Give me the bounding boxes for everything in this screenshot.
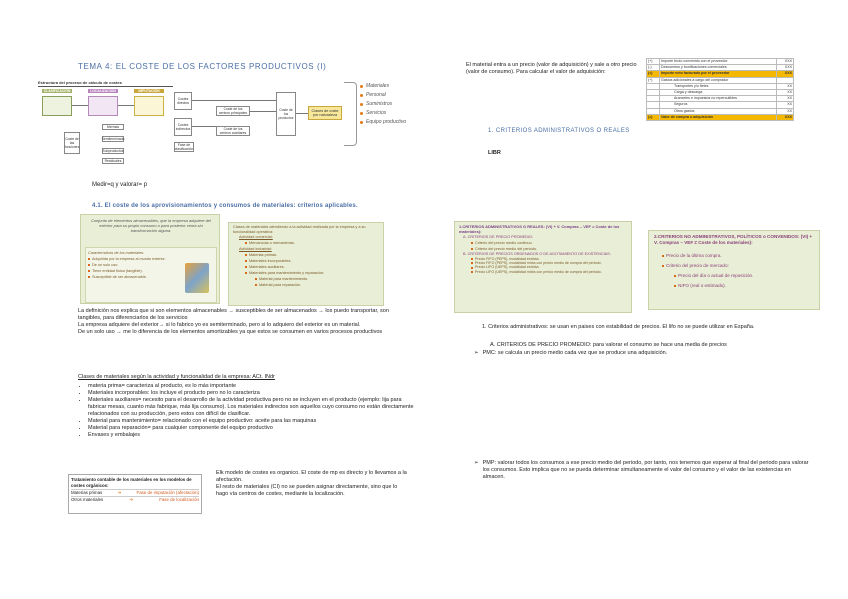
cost-table-cell-label: Aranceles e impuestos no repercutibles — [660, 96, 777, 102]
page-title: TEMA 4: EL COSTE DE LOS FACTORES PRODUCTIVOS (I) — [78, 62, 327, 71]
commercial-label: Actividad comercial: — [239, 235, 273, 240]
classes-heading: Clases de materiales según la actividad y funcionalidad de la empresa: ACt. INdr — [78, 374, 275, 380]
cost-table-cell-label: Seguros — [660, 102, 777, 108]
cost-table-cell-label: Descuentos y bonificaciones comerciales — [660, 65, 777, 71]
definition-paragraph: La empresa adquiere del exterior→ si lo fabrico yo es semiterminado, pero si lo adquiero del exterior es un material. — [78, 322, 361, 328]
characteristics-title: Características de los materiales: — [88, 251, 145, 255]
block-fase-clasificacion: Fase de clasificación — [174, 143, 194, 151]
arrow — [296, 113, 308, 114]
classes-item: • Envases y embalajes — [88, 432, 418, 439]
col-header-clasificacion: CLASIFICACIÓN — [43, 89, 71, 93]
characteristic-item: Susceptible de ser almacenable. — [88, 274, 214, 280]
side-item: Suministros — [360, 100, 406, 109]
definition-notes — [78, 308, 408, 336]
cost-table-cell-label: Importe neto facturado por el proveedor — [660, 71, 777, 77]
bullet-icon — [662, 255, 664, 257]
criterio-b-item: Precio FIFO (PEPS), modalidad mixta con precio medio de compra del periodo. — [459, 261, 627, 265]
side-item: Servicios — [360, 109, 406, 118]
bullet-icon — [471, 242, 473, 244]
block-clases-coste: Clases de coste por naturaleza — [308, 106, 342, 120]
block-costes-directos: Costes directos — [174, 92, 192, 110]
cost-process-diagram — [38, 80, 418, 170]
brace — [344, 82, 357, 146]
bullet-icon — [471, 258, 473, 260]
bullet-icon — [674, 285, 676, 287]
materials-classes-panel — [228, 222, 384, 306]
cost-table-cell-label: Carga y descarga — [660, 89, 777, 95]
industrial-item: Materias primas. — [233, 252, 379, 258]
classes-item: • Material para reparación= para cualquier componente del equipo productivo — [88, 425, 418, 432]
definition-paragraph: La definición nos explica que si son elementos almacenables → susceptibles de ser almacenados → los puedo transportar, son tangibles, para diferenciarlos de los servicios — [78, 308, 389, 321]
classes-item: • Materiales incorporables: los incluye el producto pero no lo caracteriza — [88, 390, 418, 397]
block-semiterminado: Semiterminado — [101, 137, 125, 141]
definition-paragraph: De un solo uso → me lo diferencia de los elementos amortizables ya que estos se consumen en varios procesos productivos — [78, 329, 383, 335]
non-admin-panel-title: 2.CRITERIOS NO ADMINISTRATIVOS, POLÍTICOS o CONVENIDOS: (VI) + V. Compras – VEF ≠ Coste de los materiales): — [654, 234, 813, 245]
bullet-icon — [245, 254, 247, 256]
admin-panel-title: 1.CRITERIOS ADMINISTRATIVOS O REALES: (VI) + V. Compras – VEF = Coste de los materiales): — [459, 224, 620, 234]
clasificacion-box — [42, 96, 72, 116]
cost-table-cell-label: Transportes y/o fletes — [660, 83, 777, 89]
bullet-icon — [88, 270, 90, 272]
libr-label: LIBR — [488, 150, 501, 156]
organic-model-note: Elk modelo de costes es organico. El coste de mp es directo y lo llevamos a la afectación. El resto de materiales (CI) no se pueden asignar directamente, sino que lo hago vía centros de costes, mediante la localización. — [216, 470, 407, 497]
block-subproductos: Subproductos — [102, 149, 124, 153]
bullet-icon — [360, 112, 363, 115]
bullet-icon — [88, 264, 90, 266]
bullet-icon — [360, 103, 363, 106]
side-item: Equipo productivo — [360, 118, 406, 127]
classes-panel-title: Clases de materiales atendiendo a la actividad realizada por la empresa y a su funcionalidad operativa: — [233, 225, 366, 234]
col-header-imputacion: IMPUTACIÓN — [134, 89, 164, 93]
characteristic-item: Adquirida por la empresa al mundo exterior. — [88, 256, 214, 262]
industrial-item: Materiales para mantenimiento y reparación: — [233, 270, 379, 276]
cost-table-cell-sign: (+) — [647, 77, 660, 83]
classes-item: • Material para mantenimiento= relacionado con el equipo productivo: aceite para las maquinas — [88, 418, 418, 425]
cost-table-cell-sign: (-) — [647, 65, 660, 71]
side-list — [360, 82, 406, 127]
admin-criteria-panel — [454, 221, 632, 313]
block-coste-productos: Coste de los productos — [276, 92, 296, 136]
cost-table-cell-val: XXX — [777, 114, 794, 120]
arrow — [192, 126, 216, 127]
non-admin-item: Precio de la última compra. — [654, 251, 814, 261]
col-header-localizacion: LOCALIZACIÓN — [88, 89, 118, 93]
bullet-icon — [88, 258, 90, 260]
cost-table-cell-label: Otros gastos — [660, 108, 777, 114]
side-item: Materiales — [360, 82, 406, 91]
treatment-title: Tratamiento contable de los materiales en los modelos de costes orgánicos: — [71, 477, 192, 488]
non-admin-item: Criterio del precio de mercado: — [654, 261, 814, 271]
pmp-note: ➢ PMP: valorar todos los consumos a ese precio medio del periodo, por tanto, nos tenemos que esperar al final del periodo para valorar los consumos. Esto implica que no se pueda determinar simultaneamente el valor del consumo y el valor de las existencias en almacen. — [474, 460, 809, 480]
bullet-icon — [360, 85, 363, 88]
block-residuales: Residuales — [102, 158, 124, 164]
bullet-icon — [360, 121, 363, 124]
industrial-item: Materiales incorporables. — [233, 258, 379, 264]
bullet-icon — [662, 265, 664, 267]
definition-intro: Conjunto de elementos almacenables, que la empresa adquiere del exterior para su propio consumo o para posterior venta sin transformación alguna. — [91, 218, 211, 233]
cost-table-cell-val: XXX — [777, 65, 794, 71]
classes-item: • materia prima= caracteriza al producto, es lo más importante — [88, 383, 418, 390]
bullet-icon — [674, 275, 676, 277]
cost-table-cell-val: XX — [777, 108, 794, 114]
arrow-bullet-icon: ➢ — [474, 460, 479, 466]
non-admin-sub-item: Precio del día o actual de reposición. — [654, 271, 814, 281]
cost-table-cell-val: XXX — [777, 59, 794, 65]
medir-note: Medir=q y valorar= p — [92, 182, 148, 188]
bullet-icon — [471, 271, 473, 273]
cost-table-cell-val: XX — [777, 89, 794, 95]
non-admin-sub-item: NIFO (real o estimado). — [654, 281, 814, 291]
criterio-a-item: Criterio del precio medio del periodo. — [459, 246, 627, 252]
cost-table-cell-label: Importe bruto convenido con el proveedor — [660, 59, 777, 65]
bullet-icon — [471, 262, 473, 264]
cost-table-cell-label: Valor de compra o adquisición — [660, 114, 777, 120]
block-centros-auxiliares: Coste de los centros auxiliares — [216, 126, 250, 136]
bullet-icon — [471, 248, 473, 250]
arrow — [250, 111, 276, 112]
acquisition-cost-table — [646, 58, 794, 121]
criterio-a-item: Criterio del precio medio continuo. — [459, 240, 627, 246]
classes-item: • Materiales auxiliares= necesito para el desarrollo de la actividad productiva pero no se incluyen en el producto (ejemplo: lija para fabricar mesas, cuanto más fabrique, más lija consumo). Los materiales indirectos son aquellos cuyo consumo no están directamente relacionados con su producción, pero estos con difícil de clasificar. — [88, 397, 418, 418]
block-centros-principales: Coste de los centros principales — [216, 106, 250, 116]
arrow — [192, 100, 276, 101]
arrow-right-icon: ➔ — [117, 490, 122, 495]
criterio-a-title: A. CRITERIOS DE PRECIO PROMEDIO: — [463, 235, 534, 239]
arrow — [118, 105, 134, 106]
cost-table-cell-val: XX — [777, 96, 794, 102]
characteristic-item: Tiene entidad física (tangible). — [88, 268, 214, 274]
treatment-row: Materias primas ➔ Fase de imputación (afectación) — [71, 490, 199, 495]
materials-photo-icon — [185, 263, 209, 293]
cost-table-cell-sign: (+) — [647, 59, 660, 65]
industrial-sub-item: Material para mantenimiento. — [233, 276, 379, 282]
industrial-label: Actividad industrial: — [239, 247, 272, 252]
criterios-administrativos-note: 1. Criterios administrativos: se usan en paises con estabilidad de precios. El lifo no se puede utilizar en España. — [482, 324, 755, 330]
block-coste-funciones: Coste de las funciones — [64, 132, 80, 154]
diagram-heading: Estructura del proceso de cálculo de costes — [38, 80, 122, 85]
industrial-sub-item: Material para reparación. — [233, 282, 379, 288]
diagram-underline — [38, 86, 173, 87]
cost-table-cell-val: XX — [777, 102, 794, 108]
cost-table-cell-val: XX — [777, 83, 794, 89]
classes-list — [78, 383, 418, 439]
cost-table-cell-val: XXX — [777, 71, 794, 77]
section-4-1-heading: 4.1. El coste de los aprovisionamientos y consumos de materiales: criterios aplicables. — [92, 203, 358, 209]
arrow — [72, 105, 88, 106]
criterio-b-item: Precio FIFO (PEPS), modalidad estricta. — [459, 257, 627, 261]
bullet-icon — [255, 284, 257, 286]
materials-definition-panel — [80, 214, 220, 304]
bullet-icon — [360, 94, 363, 97]
treatment-box — [68, 474, 202, 514]
bullet-icon — [245, 272, 247, 274]
cost-table-cell-sign: (=) — [647, 71, 660, 77]
bullet-icon — [245, 266, 247, 268]
characteristic-item: De un solo uso. — [88, 262, 214, 268]
arrow-right-icon: ➔ — [129, 497, 134, 502]
commercial-item: Mercancías o mercaderías. — [233, 240, 379, 246]
criterio-precio-promedio-note: A. CRITERIOS DE PRECIO PROMEDIO: para valorar el consumo se hace una media de precios — [490, 342, 727, 348]
bullet-icon — [245, 260, 247, 262]
localizacion-box — [88, 96, 118, 116]
non-admin-criteria-panel — [648, 230, 820, 310]
criterio-b-item: Precio LIFO (UEPS), modalidad estricta. — [459, 265, 627, 269]
pmc-note: ➢ PMC: se calcula un precio medio cada vez que se produce una adquisición. — [474, 350, 668, 356]
imputacion-box — [134, 96, 164, 116]
cost-table-cell-label: Gastos adicionales a cargo del comprador — [660, 77, 777, 83]
bullet-icon — [88, 276, 90, 278]
cost-table-cell-sign: (=) — [647, 114, 660, 120]
industrial-item: Materiales auxiliares. — [233, 264, 379, 270]
bullet-icon — [255, 278, 257, 280]
block-costes-indirectos: Costes indirectos — [174, 118, 192, 136]
arrow-bullet-icon: ➢ — [474, 350, 479, 356]
acquisition-intro: El material entra a un precio (valor de adquisición) y sale a otro precio (valor de consumo). Para calcular el valor de adquisición: — [466, 62, 637, 75]
bullet-icon — [471, 267, 473, 269]
criterio-b-item: Precio LIFO (UEPS), modalidad mixta con precio medio de compra del periodo. — [459, 270, 627, 274]
section-criterios-administrativos: 1. CRITERIOS ADMINISTRATIVOS O REALES — [488, 128, 630, 134]
side-item: Personal — [360, 91, 406, 100]
block-mermas: Mermas — [102, 124, 124, 130]
cost-table-row — [647, 114, 794, 120]
criterio-b-title: B. CRITERIOS DE PRECIOS ORDENADOS O DE AGOTAMIENTO DE EXISTENCIAS: — [463, 252, 611, 256]
bullet-icon — [245, 242, 247, 244]
treatment-row: Otros materiales ➔ Fase de localización — [71, 497, 199, 502]
